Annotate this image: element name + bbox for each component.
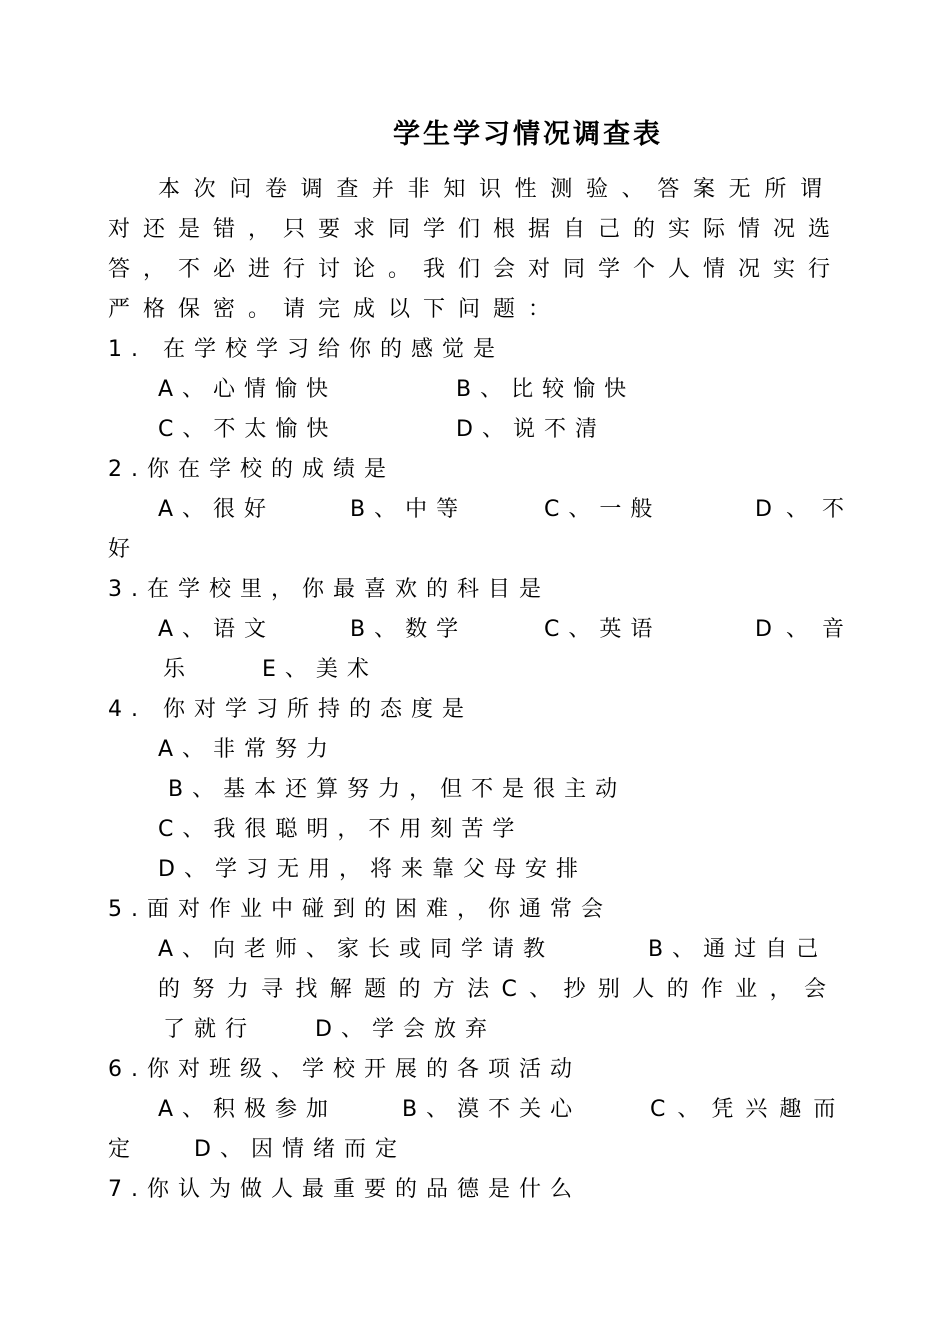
q3-option-c: C、英语	[544, 617, 662, 642]
q2-option-c: C、一般	[544, 497, 662, 522]
q4-option-d: D、学习无用，将来靠父母安排	[158, 857, 587, 882]
q3-option-a: A、语文	[158, 617, 276, 642]
question-1: 1. 在学校学习给你的感觉是	[108, 337, 504, 362]
q6-option-d: D、因情绪而定	[194, 1137, 406, 1162]
question-7: 7.你认为做人最重要的品德是什么	[108, 1177, 581, 1202]
q1-option-d: D、说不清	[456, 417, 606, 442]
q4-option-c: C、我很聪明，不用刻苦学	[158, 817, 524, 842]
q6-option-c: C、凭兴趣而	[650, 1097, 848, 1122]
question-6: 6.你对班级、学校开展的各项活动	[108, 1057, 581, 1082]
q1-option-b: B、比较愉快	[456, 377, 636, 402]
intro-line-3: 答，不必进行讨论。我们会对同学个人情况实行	[108, 257, 844, 282]
q5-option-d: D、学会放弃	[315, 1017, 496, 1042]
question-2: 2.你在学校的成绩是	[108, 457, 395, 482]
question-3: 3.在学校里，你最喜欢的科目是	[108, 577, 550, 602]
q1-option-a: A、心情愉快	[158, 377, 338, 402]
q2-option-a: A、很好	[158, 497, 276, 522]
q3-option-d: D、音	[755, 617, 858, 642]
intro-line-1: 本次问卷调查并非知识性测验、答案无所谓	[158, 177, 835, 202]
q6-option-b: B、漠不关心	[402, 1097, 582, 1122]
q5-options-line-2: 的努力寻找解题的方法C、抄别人的作业，会	[158, 977, 835, 1002]
q3-option-b: B、数学	[350, 617, 468, 642]
page-title: 学生学习情况调查表	[393, 119, 663, 150]
q5-option-b: B、通过自己	[648, 937, 828, 962]
q6-option-a: A、积极参加	[158, 1097, 338, 1122]
q2-option-b: B、中等	[350, 497, 468, 522]
q4-option-a: A、非常努力	[158, 737, 338, 762]
q6-option-c-wrap: 定	[108, 1137, 140, 1162]
q5-option-a: A、向老师、家长或同学请教	[158, 937, 555, 962]
question-4: 4. 你对学习所持的态度是	[108, 697, 473, 722]
q4-option-b: B、基本还算努力，但不是很主动	[168, 777, 627, 802]
question-5: 5.面对作业中碰到的困难，你通常会	[108, 897, 612, 922]
q3-option-d-wrap: 乐	[163, 657, 195, 682]
q2-option-d: D、不	[755, 497, 858, 522]
q5-option-c-wrap: 了就行	[163, 1017, 257, 1042]
q2-option-d-wrap: 好	[108, 537, 140, 562]
q1-option-c: C、不太愉快	[158, 417, 338, 442]
intro-line-4: 严格保密。请完成以下问题：	[108, 297, 564, 322]
intro-line-2: 对还是错，只要求同学们根据自己的实际情况选	[108, 217, 844, 242]
q3-option-e: E、美术	[262, 657, 378, 682]
